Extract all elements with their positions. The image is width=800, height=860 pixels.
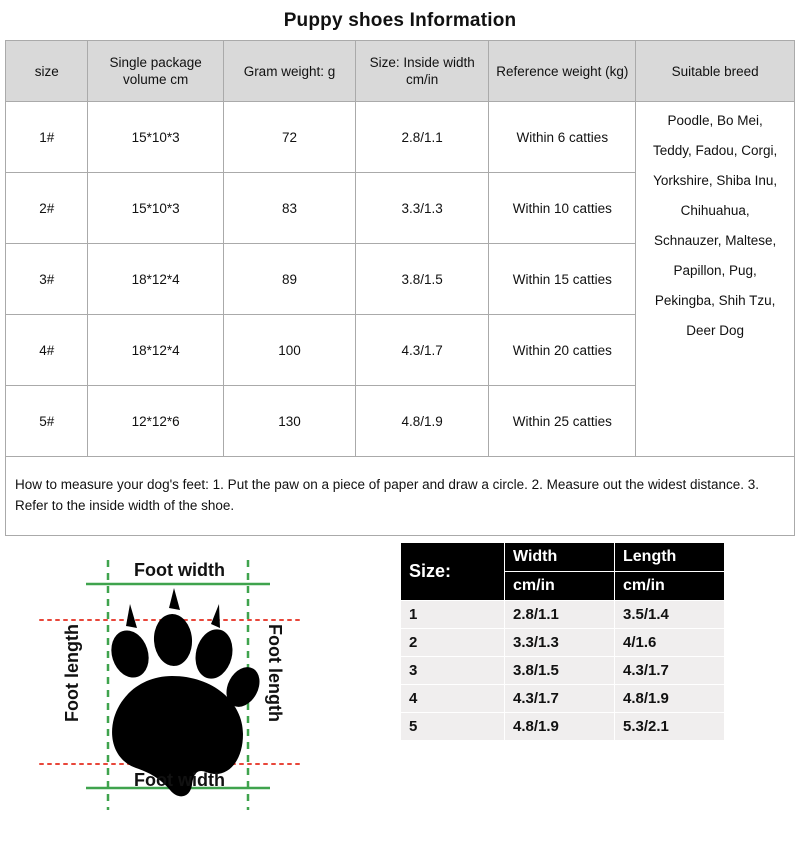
breed-line: Schnauzer, Maltese, [653,233,777,248]
cell-gram: 100 [223,315,355,386]
header-width: Width [505,543,615,572]
header-suitable-breed: Suitable breed [636,41,795,102]
header-size: size [6,41,88,102]
info-table-header [6,41,795,102]
cell-size: 4# [6,315,88,386]
info-table [5,40,795,536]
cell-width: 4.3/1.7 [505,685,615,713]
cell-reference-weight: Within 15 catties [489,244,636,315]
header-size: Size: [401,543,505,601]
table-row [401,629,725,657]
header-width-unit: cm/in [505,572,615,601]
cell-volume: 12*12*6 [88,386,223,457]
cell-width: 2.8/1.1 [505,601,615,629]
cell-width: 4.8/1.9 [505,713,615,741]
table-row [401,657,725,685]
cell-width: 3.8/1.5 [505,657,615,685]
breed-line: Teddy, Fadou, Corgi, [652,143,778,158]
header-reference-weight: Reference weight (kg) [489,41,636,102]
label-foot-length-right: Foot length [265,624,285,722]
cell-size: 5# [6,386,88,457]
breed-line: Pekingba, Shih Tzu, [654,293,776,308]
cell-size: 2# [6,173,88,244]
size-chart-header [401,543,725,601]
cell-suitable-breed [636,102,795,457]
size-chart-body [401,601,725,741]
header-length-unit: cm/in [615,572,725,601]
breed-line: Chihuahua, [680,203,750,218]
table-row [401,685,725,713]
label-foot-width-bottom: Foot width [134,770,225,790]
cell-length: 5.3/2.1 [615,713,725,741]
size-chart-table [400,542,725,741]
cell-size: 1 [401,601,505,629]
breed-line: Poodle, Bo Mei, [667,113,763,128]
cell-inside-width: 4.8/1.9 [356,386,489,457]
table-row [401,713,725,741]
cell-inside-width: 2.8/1.1 [356,102,489,173]
cell-size: 4 [401,685,505,713]
reference-weight-text: Within 6 catties [516,129,609,145]
table-header-row [6,41,795,102]
cell-volume: 18*12*4 [88,315,223,386]
header-volume: Single package volume cm [88,41,223,102]
cell-reference-weight: Within 25 catties [489,386,636,457]
cell-reference-weight [489,102,636,173]
paw-diagram-svg [0,542,392,852]
cell-length: 3.5/1.4 [615,601,725,629]
measure-note-row [6,457,795,536]
cell-size: 3 [401,657,505,685]
cell-length: 4/1.6 [615,629,725,657]
measure-note: How to measure your dog's feet: 1. Put the paw on a piece of paper and draw a circle. 2. Measure out the widest distance. 3. Refer to the inside width of the shoe. [6,457,795,536]
cell-inside-width: 4.3/1.7 [356,315,489,386]
header-length: Length [615,543,725,572]
cell-gram: 83 [223,173,355,244]
table-row [6,102,795,173]
page-title: Puppy shoes Information [283,10,517,31]
breed-line: Yorkshire, Shiba Inu, [653,173,778,188]
breed-line: Deer Dog [686,323,745,338]
info-table-body [6,102,795,536]
cell-length: 4.3/1.7 [615,657,725,685]
cell-size: 3# [6,244,88,315]
cell-length: 4.8/1.9 [615,685,725,713]
breed-line: Papillon, Pug, [673,263,757,278]
size-chart-header-row [401,543,725,572]
label-foot-width-top: Foot width [134,560,225,580]
cell-reference-weight: Within 20 catties [489,315,636,386]
cell-reference-weight: Within 10 catties [489,173,636,244]
cell-inside-width: 3.8/1.5 [356,244,489,315]
cell-gram: 89 [223,244,355,315]
cell-volume: 18*12*4 [88,244,223,315]
cell-gram: 130 [223,386,355,457]
header-gram-weight: Gram weight: g [223,41,355,102]
cell-gram: 72 [223,102,355,173]
cell-volume: 15*10*3 [88,173,223,244]
table-row [401,601,725,629]
cell-width: 3.3/1.3 [505,629,615,657]
cell-volume: 15*10*3 [88,102,223,173]
label-foot-length-left: Foot length [62,624,82,722]
header-inside-width: Size: Inside width cm/in [356,41,489,102]
cell-size: 5 [401,713,505,741]
lower-section [0,542,800,860]
cell-inside-width: 3.3/1.3 [356,173,489,244]
cell-size: 1# [6,102,88,173]
cell-size: 2 [401,629,505,657]
paw-measurement-diagram [0,542,392,852]
